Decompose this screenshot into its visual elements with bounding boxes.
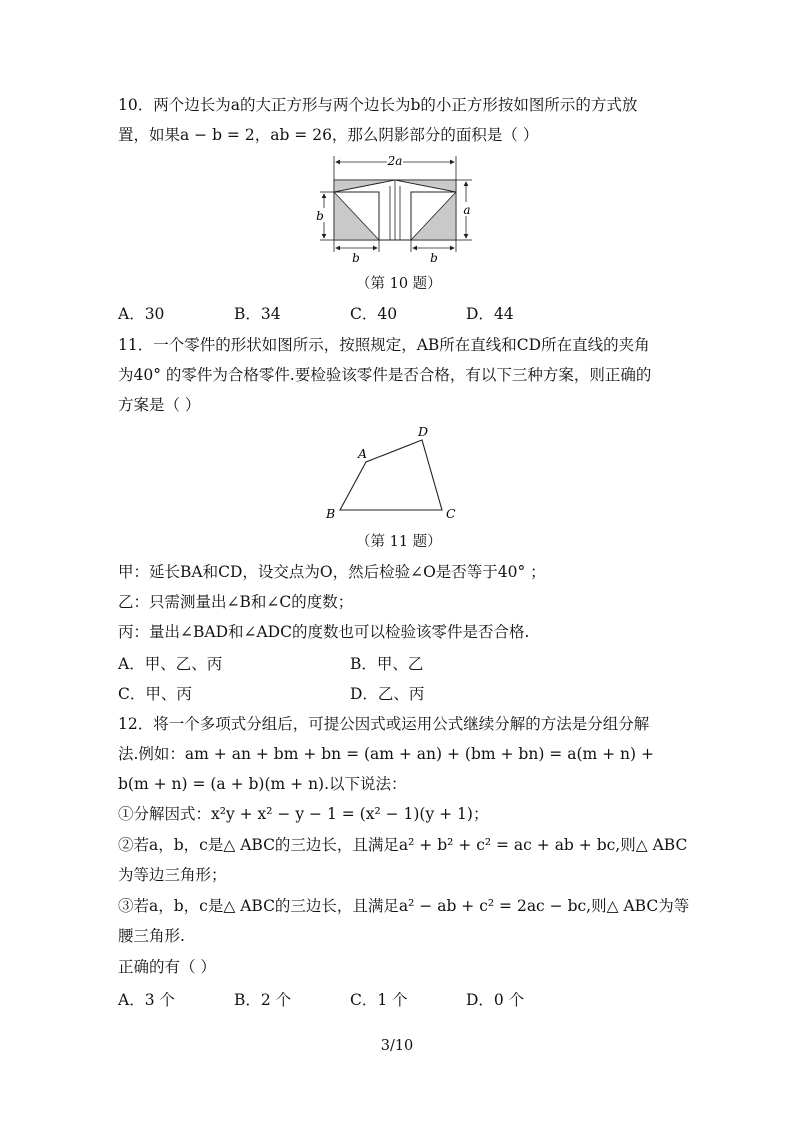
q10-option-d[interactable]: D．44: [466, 305, 514, 323]
q11-plan-yi: 乙：只需测量出∠B和∠C的度数；: [118, 593, 354, 611]
q11-plan-jia: 甲：延长BA和CD，设交点为O，然后检验∠O是否等于40° ；: [118, 563, 546, 581]
q10-option-c[interactable]: C．40: [350, 305, 398, 323]
q12-question: 正确的有（ ）: [118, 958, 216, 976]
q11-text-line-3: 方案是（ ）: [118, 396, 201, 414]
q11-option-c[interactable]: C．甲、丙: [118, 685, 192, 703]
q11-label-b: B: [326, 506, 336, 521]
q10-figure: [304, 150, 484, 266]
q10-shade-right: [411, 192, 456, 240]
q10-label-left-b: b: [316, 209, 324, 223]
q12-option-c[interactable]: C．1 个: [350, 991, 408, 1009]
q10-label-2a: 2a: [387, 154, 403, 168]
q11-option-a[interactable]: A．甲、乙、丙: [118, 655, 223, 673]
q11-figure: [318, 418, 468, 522]
q10-text-line-1: 10．两个边长为a的大正方形与两个边长为b的小正方形按如图所示的方式放: [118, 96, 638, 114]
q11-caption: （第 11 题）: [356, 534, 442, 550]
q11-option-b[interactable]: B．甲、乙: [350, 655, 424, 673]
q12-statement-1: ①分解因式：x²y + x² − y − 1 = (x² − 1)(y + 1)；: [118, 805, 489, 823]
q10-text-line-2: 置，如果a − b = 2，ab = 26，那么阴影部分的面积是（ ）: [118, 126, 539, 144]
q10-option-a[interactable]: A．30: [118, 305, 165, 323]
q12-text-line-3: b(m + n) = (a + b)(m + n).以下说法：: [118, 775, 407, 793]
q12-text-line-1: 12．将一个多项式分组后，可提公因式或运用公式继续分解的方法是分组分解: [118, 715, 650, 733]
q11-option-d[interactable]: D．乙、丙: [350, 685, 425, 703]
q11-label-d: D: [418, 424, 429, 439]
q12-statement-3b: 腰三角形.: [118, 927, 185, 945]
q11-text-line-1: 11．一个零件的形状如图所示，按照规定，AB所在直线和CD所在直线的夹角: [118, 336, 650, 354]
q10-caption: （第 10 题）: [356, 276, 442, 292]
q12-statement-2a: ②若a，b，c是△ ABC的三边长，且满足a² + b² + c² = ac + ab + bc,则△ ABC: [118, 836, 688, 854]
q12-option-a[interactable]: A．3 个: [118, 991, 175, 1009]
q11-plan-bing: 丙：量出∠BAD和∠ADC的度数也可以检验该零件是否合格.: [118, 623, 530, 641]
q10-option-b[interactable]: B．34: [234, 305, 281, 323]
q12-option-b[interactable]: B．2 个: [234, 991, 292, 1009]
q12-option-d[interactable]: D．0 个: [466, 991, 525, 1009]
q10-shade-left: [334, 192, 379, 240]
q10-label-right-a: a: [463, 203, 471, 217]
q12-statement-3a: ③若a，b，c是△ ABC的三边长，且满足a² − ab + c² = 2ac − bc,则△ ABC为等: [118, 897, 690, 915]
q11-text-line-2: 为40° 的零件为合格零件.要检验该零件是否合格，有以下三种方案，则正确的: [118, 366, 652, 384]
q11-label-a: A: [358, 446, 368, 461]
q12-statement-2b: 为等边三角形；: [118, 866, 227, 884]
q10-label-bottom-b2: b: [430, 251, 438, 265]
q11-label-c: C: [446, 506, 456, 521]
q11-quadrilateral: [340, 440, 442, 510]
page-number: 3/10: [380, 1038, 414, 1054]
q10-label-bottom-b1: b: [352, 251, 360, 265]
q12-text-line-2: 法.例如：am + an + bm + bn = (am + an) + (bm + bn) = a(m + n) +: [118, 745, 654, 763]
